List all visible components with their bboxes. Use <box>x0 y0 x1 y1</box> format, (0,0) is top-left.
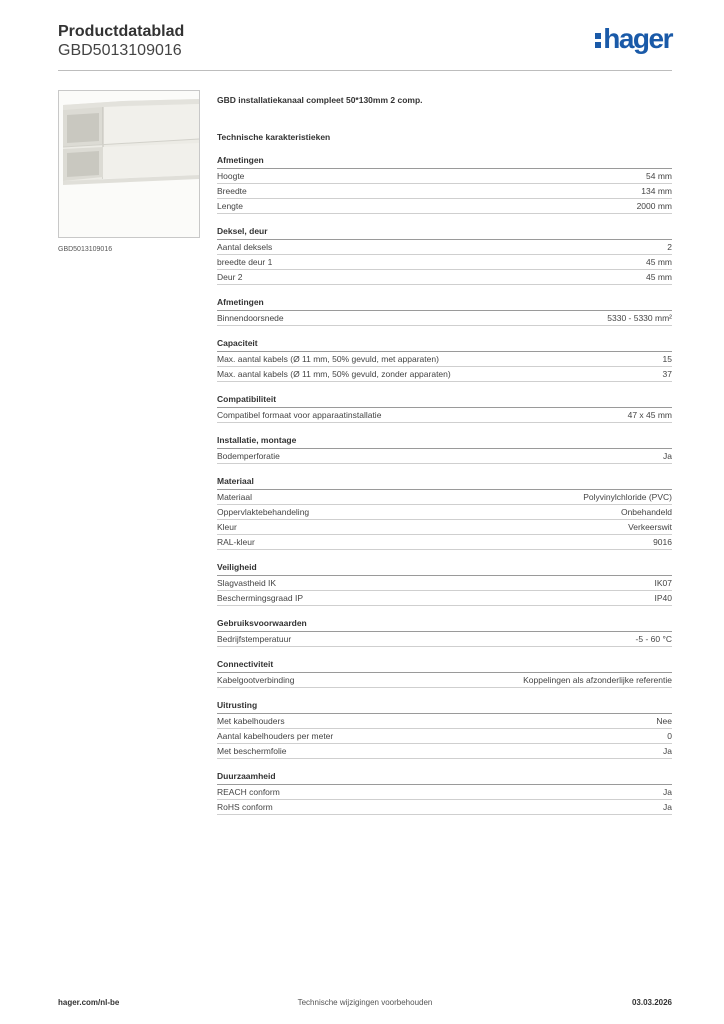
spec-row <box>217 520 672 535</box>
footer-date: 03.03.2026 <box>631 998 672 1007</box>
spec-label: Slagvastheid IK <box>217 578 277 588</box>
spec-value: 9016 <box>653 537 672 547</box>
spec-value: 47 x 45 mm <box>627 410 672 420</box>
spec-label: Aantal kabelhouders per meter <box>217 731 334 741</box>
spec-row <box>217 184 672 199</box>
spec-value: 37 <box>662 369 672 379</box>
spec-section <box>217 700 672 759</box>
spec-label: RAL-kleur <box>217 537 255 547</box>
spec-value: -5 - 60 °C <box>635 634 672 644</box>
section-title: Afmetingen <box>217 297 672 311</box>
section-title: Deksel, deur <box>217 226 672 240</box>
spec-row <box>217 632 672 647</box>
section-title: Capaciteit <box>217 338 672 352</box>
spec-row <box>217 408 672 423</box>
spec-value: Polyvinylchloride (PVC) <box>583 492 672 502</box>
spec-value: Nee <box>656 716 672 726</box>
spec-row <box>217 785 672 800</box>
spec-value: Ja <box>663 746 672 756</box>
spec-section <box>217 297 672 326</box>
spec-row <box>217 576 672 591</box>
spec-value: Ja <box>663 451 672 461</box>
spec-row <box>217 367 672 382</box>
spec-section <box>217 618 672 647</box>
spec-value: 2000 mm <box>636 201 672 211</box>
spec-label: Breedte <box>217 186 247 196</box>
logo-dots-icon <box>595 31 601 49</box>
spec-label: Lengte <box>217 201 243 211</box>
spec-section <box>217 435 672 464</box>
image-caption: GBD5013109016 <box>58 246 113 253</box>
product-reference: GBD5013109016 <box>58 42 182 59</box>
spec-sections <box>217 155 672 815</box>
spec-value: 54 mm <box>646 171 672 181</box>
spec-label: Aantal deksels <box>217 242 273 252</box>
spec-value: 2 <box>667 242 672 252</box>
product-name: GBD installatiekanaal compleet 50*130mm 2 comp. <box>217 95 423 105</box>
spec-label: Kabelgootverbinding <box>217 675 295 685</box>
spec-row <box>217 591 672 606</box>
spec-section <box>217 155 672 214</box>
spec-value: 45 mm <box>646 272 672 282</box>
footer-disclaimer: Technische wijzigingen voorbehouden <box>297 998 433 1007</box>
spec-row <box>217 240 672 255</box>
section-title: Installatie, montage <box>217 435 672 449</box>
spec-value: Ja <box>663 787 672 797</box>
page-title: Productdatablad <box>58 23 185 40</box>
spec-label: Met beschermfolie <box>217 746 287 756</box>
section-title: Connectiviteit <box>217 659 672 673</box>
product-image <box>58 90 200 238</box>
spec-section <box>217 771 672 815</box>
cable-trunking-illustration-icon <box>59 91 199 237</box>
footer-website-link[interactable]: hager.com/nl-be <box>58 998 120 1007</box>
section-title: Veiligheid <box>217 562 672 576</box>
spec-value: Koppelingen als afzonderlijke referentie <box>523 675 672 685</box>
spec-label: Compatibel formaat voor apparaatinstallatie <box>217 410 382 420</box>
document-header <box>58 22 184 60</box>
spec-row <box>217 729 672 744</box>
spec-label: RoHS conform <box>217 802 273 812</box>
spec-label: Binnendoorsnede <box>217 313 284 323</box>
spec-row <box>217 169 672 184</box>
spec-value: 15 <box>662 354 672 364</box>
section-title: Gebruiksvoorwaarden <box>217 618 672 632</box>
spec-row <box>217 490 672 505</box>
spec-value: 134 mm <box>641 186 672 196</box>
spec-section <box>217 476 672 550</box>
spec-section <box>217 659 672 688</box>
spec-label: Oppervlaktebehandeling <box>217 507 310 517</box>
spec-row <box>217 505 672 520</box>
spec-row <box>217 744 672 759</box>
spec-value: 5330 - 5330 mm² <box>607 313 672 323</box>
spec-label: Bodemperforatie <box>217 451 280 461</box>
section-title: Uitrusting <box>217 700 672 714</box>
hager-logo <box>595 24 672 54</box>
section-title: Compatibiliteit <box>217 394 672 408</box>
spec-value: Verkeerswit <box>628 522 672 532</box>
spec-label: Bedrijfstemperatuur <box>217 634 292 644</box>
spec-label: Materiaal <box>217 492 252 502</box>
spec-label: Met kabelhouders <box>217 716 285 726</box>
spec-label: Max. aantal kabels (Ø 11 mm, 50% gevuld, met apparaten) <box>217 354 439 364</box>
spec-section <box>217 562 672 606</box>
spec-value: IK07 <box>654 578 672 588</box>
spec-value: Onbehandeld <box>620 507 672 517</box>
spec-label: Kleur <box>217 522 237 532</box>
header-divider <box>58 70 672 71</box>
spec-section <box>217 338 672 382</box>
spec-section <box>217 394 672 423</box>
section-title: Afmetingen <box>217 155 672 169</box>
spec-row <box>217 449 672 464</box>
spec-label: Max. aantal kabels (Ø 11 mm, 50% gevuld, zonder apparaten) <box>217 369 451 379</box>
spec-row <box>217 199 672 214</box>
spec-label: Deur 2 <box>217 272 243 282</box>
section-title: Materiaal <box>217 476 672 490</box>
spec-row <box>217 352 672 367</box>
spec-value: 45 mm <box>646 257 672 267</box>
spec-row <box>217 255 672 270</box>
spec-row <box>217 714 672 729</box>
spec-row <box>217 311 672 326</box>
spec-label: breedte deur 1 <box>217 257 273 267</box>
section-title: Duurzaamheid <box>217 771 672 785</box>
spec-value: IP40 <box>654 593 672 603</box>
spec-section <box>217 226 672 285</box>
spec-label: Hoogte <box>217 171 245 181</box>
product-specifications <box>217 95 672 827</box>
spec-row <box>217 270 672 285</box>
spec-row <box>217 673 672 688</box>
technical-characteristics-heading: Technische karakteristieken <box>217 132 331 142</box>
spec-label: REACH conform <box>217 787 280 797</box>
spec-row <box>217 535 672 550</box>
spec-value: Ja <box>663 802 672 812</box>
brand-name: hager <box>603 23 672 54</box>
spec-value: 0 <box>667 731 672 741</box>
spec-row <box>217 800 672 815</box>
spec-label: Beschermingsgraad IP <box>217 593 303 603</box>
